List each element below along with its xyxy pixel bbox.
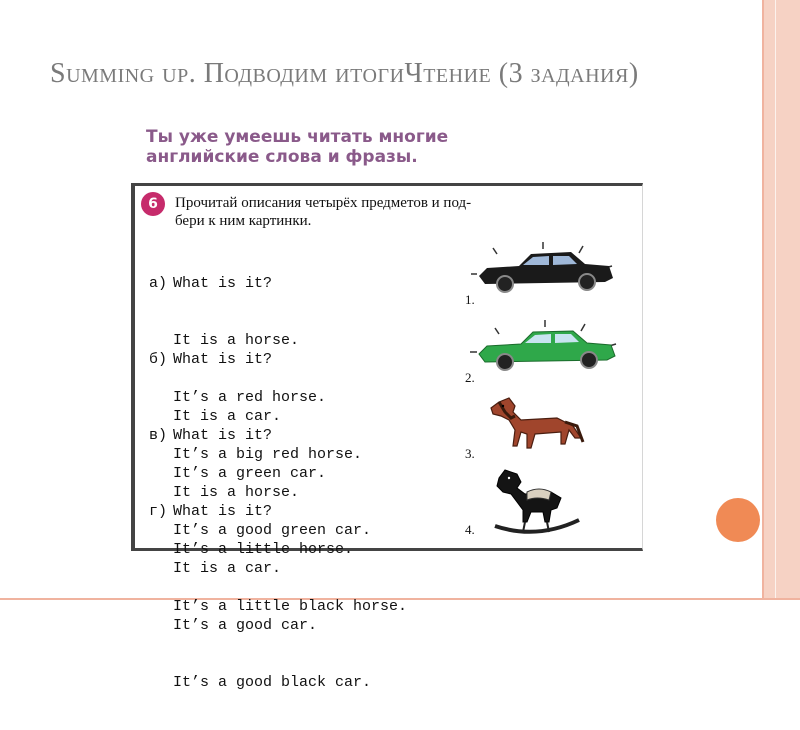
item-line: It is a car. [173, 408, 282, 425]
item-line: It’s a little horse. [173, 541, 354, 558]
exercise-card [131, 183, 643, 691]
exercise-number-badge: 6 [141, 192, 165, 216]
instruction-line-2: бери к ним картинки. [175, 213, 312, 229]
subtitle-line-1: Ты уже умеешь читать многие [146, 127, 449, 147]
picture-number: 3. [465, 446, 475, 461]
item-label: г) [149, 503, 168, 520]
decorative-orange-circle [716, 498, 760, 542]
green-car-icon [465, 316, 625, 386]
item-line: It’s a good car. [173, 617, 318, 634]
item-line: What is it? [173, 503, 273, 520]
picture-4 [465, 468, 625, 538]
item-line: What is it? [173, 427, 273, 444]
black-car-icon [465, 238, 625, 308]
brown-horse-icon [465, 392, 625, 462]
item-line: It’s a little black horse. [173, 598, 408, 615]
exercise-item-g [149, 464, 469, 730]
decorative-side-bar [764, 0, 800, 600]
item-label: б) [149, 351, 168, 368]
exercise-instruction [175, 194, 625, 230]
item-line: It’s a good black car. [173, 674, 372, 691]
item-line: What is it? [173, 275, 273, 292]
item-line: It’s a green car. [173, 465, 327, 482]
item-line: It’s a red horse. [173, 389, 327, 406]
picture-number: 2. [465, 370, 475, 385]
slide-subtitle [146, 127, 546, 167]
picture-number: 1. [465, 292, 475, 307]
slide-title: Summing up. Подводим итогиЧтение (3 задания) [50, 58, 639, 89]
picture-3 [465, 392, 625, 462]
item-line: It’s a good green car. [173, 522, 372, 539]
picture-2 [465, 316, 625, 386]
item-line: What is it? [173, 351, 273, 368]
subtitle-line-2: английские слова и фразы. [146, 147, 418, 167]
rocking-horse-icon [465, 468, 625, 538]
item-label: в) [149, 427, 168, 444]
decorative-vertical-line-inner [775, 0, 776, 600]
picture-number: 4. [465, 522, 475, 537]
item-label: а) [149, 275, 168, 292]
item-line: It is a horse. [173, 332, 300, 349]
item-line: It is a car. [173, 560, 282, 577]
item-line: It is a horse. [173, 484, 300, 501]
picture-1 [465, 238, 625, 308]
item-line: It’s a big red horse. [173, 446, 363, 463]
instruction-line-1: Прочитай описания четырёх предметов и под- [175, 195, 472, 211]
